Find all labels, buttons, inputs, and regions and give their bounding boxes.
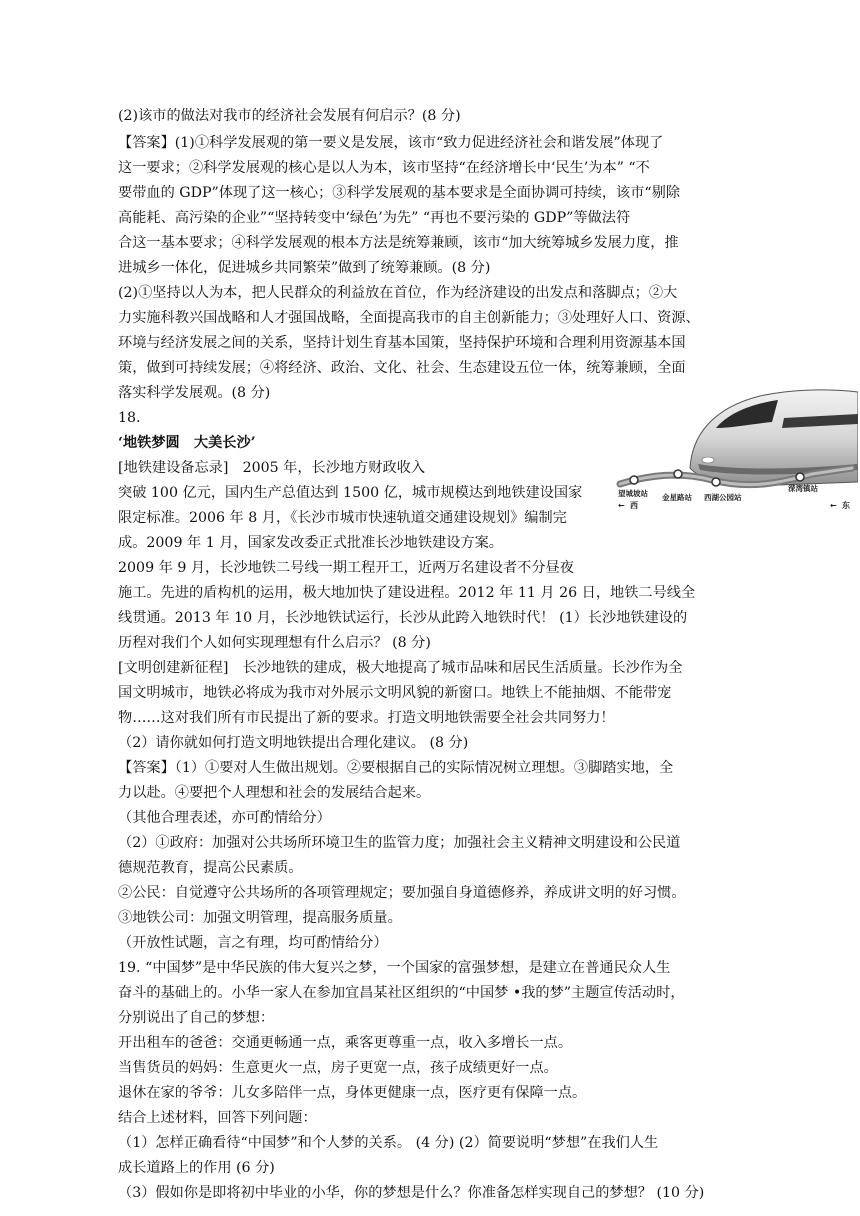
answer-text: 合这一基本要求；④科学发展观的根本方法是统筹兼顾，该市“加大统筹城乡发展力度，推 (118, 235, 679, 251)
question-text: 分别说出了自己的梦想： (118, 1010, 275, 1026)
question-text: （3）假如你是即将初中毕业的小华，你的梦想是什么？你准备怎样实现自己的梦想？ (10 分) (118, 1185, 705, 1201)
answer-text: 这一要求；②科学发展观的核心是以人为本，该市坚持“在经济增长中‘民生’为本” “不 (118, 160, 650, 176)
west-label: 西 (630, 501, 638, 510)
answer-text: (2)①坚持以人为本，把人民群众的利益放在首位，作为经济建设的出发点和落脚点；②大 (118, 285, 678, 301)
question-text: （1）怎样正确看待“中国梦”和个人梦的关系。 (4 分) (2）简要说明“梦想”在我们人生 (118, 1135, 659, 1151)
question-18-title: ‘地铁梦圆 大美长沙’ (118, 435, 256, 451)
question-text: 成。2009 年 1 月，国家发改委正式批准长沙地铁建设方案。 (118, 535, 503, 551)
station-dot (796, 473, 804, 481)
question-text: 奋斗的基础上的。小华一家人在参加宜昌某社区组织的“中国梦 •我的梦”主题宣传活动时， (118, 985, 685, 1001)
east-label: 东 (842, 501, 850, 510)
answer-text: （其他合理表述，亦可酌情给分） (118, 810, 331, 826)
answer-text: 进城乡一体化，促进城乡共同繁荣”做到了统筹兼顾。(8 分) (118, 260, 491, 276)
station-dot (630, 476, 638, 484)
station-dot (712, 478, 720, 486)
east-arrow-icon: ← (830, 501, 837, 510)
question-text: 国文明城市，地铁必将成为我市对外展示文明风貌的新窗口。地铁上不能抽烟、不能带宠 (118, 685, 672, 701)
question-17-part-2: (2)该市的做法对我市的经济社会发展有何启示？(8 分) (118, 108, 461, 124)
answer-text: 策，做到可持续发展；④将经济、政治、文化、社会、生态建设五位一体，统筹兼顾，全面 (118, 360, 686, 376)
question-text: 突破 100 亿元，国内生产总值达到 1500 亿，城市规模达到地铁建设国家 (118, 485, 583, 501)
question-text: 开出租车的爸爸：交通更畅通一点，乘客更尊重一点，收入多增长一点。 (118, 1035, 573, 1051)
question-text: 退休在家的爷爷：儿女多陪伴一点，身体更健康一点，医疗更有保障一点。 (118, 1085, 587, 1101)
answer-text: 要带血的 GDP”体现了这一核心；③科学发展观的基本要求是全面协调可持续，该市“剔除 (118, 185, 681, 201)
question-text: （2）请你就如何打造文明地铁提出合理化建议。 (8 分) (118, 735, 469, 751)
answer-text: 力实施科教兴国战略和人才强国战略，全面提高我市的自主创新能力；③处理好人口、资源、 (118, 310, 700, 326)
question-19-text: 19. “中国梦”是中华民族的伟大复兴之梦，一个国家的富强梦想，是建立在普通民众人生 (118, 960, 671, 976)
answer-text: ③地铁公司：加强文明管理，提高服务质量。 (118, 910, 402, 926)
question-text: 结合上述材料，回答下列问题： (118, 1110, 317, 1126)
station-label: 金星路站 (662, 493, 692, 502)
question-text: [地铁建设备忘录] 2005 年，长沙地方财政收入 (118, 460, 426, 476)
question-text: 物……这对我们所有市民提出了新的要求。打造文明地铁需要全社会共同努力！ (118, 710, 615, 726)
answer-text: （开放性试题，言之有理，均可酌情给分） (118, 935, 388, 951)
station-label: 溁湾镇站 (788, 484, 818, 493)
question-text: 成长道路上的作用 (6 分) (118, 1160, 275, 1176)
question-text: 施工。先进的盾构机的运用，极大地加快了建设进程。2012 年 11 月 26 日，地铁二号线全 (118, 585, 696, 601)
answer-text: 环境与经济发展之间的关系，坚持计划生育基本国策，坚持保护环境和合理利用资源基本国 (118, 335, 686, 351)
question-text: 当售货员的妈妈：生意更火一点，房子更宽一点，孩子成绩更好一点。 (118, 1060, 558, 1076)
station-dot (674, 470, 682, 478)
answer-text: ②公民：自觉遵守公共场所的各项管理规定；要加强自身道德修养，养成讲文明的好习惯。 (118, 885, 686, 901)
question-text: 历程对我们个人如何实现理想有什么启示？ (8 分) (118, 635, 431, 651)
answer-text: 力以赴。④要把个人理想和社会的发展结合起来。 (118, 785, 431, 801)
station-label: 西湖公园站 (704, 493, 742, 502)
station-label: 望城坡站 (618, 489, 648, 498)
question-text: 限定标准。2006 年 8 月，《长沙市城市快速轨道交通建设规划》编制完 (118, 510, 567, 526)
answer-text: 【答案】(1)①科学发展观的第一要义是发展，该市“致力促进经济社会和谐发展”体现了 (118, 135, 664, 151)
answer-text: 德规范教育，提高公民素质。 (118, 860, 303, 876)
west-arrow-icon: ← (618, 501, 625, 510)
answer-text: 【答案】（1）①要对人生做出规划。②要根据自己的实际情况树立理想。③脚踏实地，全 (118, 760, 674, 776)
question-text: [文明创建新征程] 长沙地铁的建成，极大地提高了城市品味和居民生活质量。长沙作为全 (118, 660, 683, 676)
question-text: 2009 年 9 月，长沙地铁二号线一期工程开工，近两万名建设者不分昼夜 (118, 560, 574, 576)
question-18-number: 18. (118, 410, 141, 426)
question-text: 线贯通。2013 年 10 月，长沙地铁试运行，长沙从此跨入地铁时代！ (1）长沙地铁建设的 (118, 610, 688, 626)
answer-text: 落实科学发展观。(8 分) (118, 385, 271, 401)
metro-train-illustration (612, 378, 858, 520)
answer-text: （2）①政府：加强对公共场所环境卫生的监管力度；加强社会主义精神文明建设和公民道 (118, 835, 681, 851)
answer-text: 高能耗、高污染的企业”“坚持转变中‘绿色’为先” “再也不要污染的 GDP”等做法符 (118, 210, 631, 226)
